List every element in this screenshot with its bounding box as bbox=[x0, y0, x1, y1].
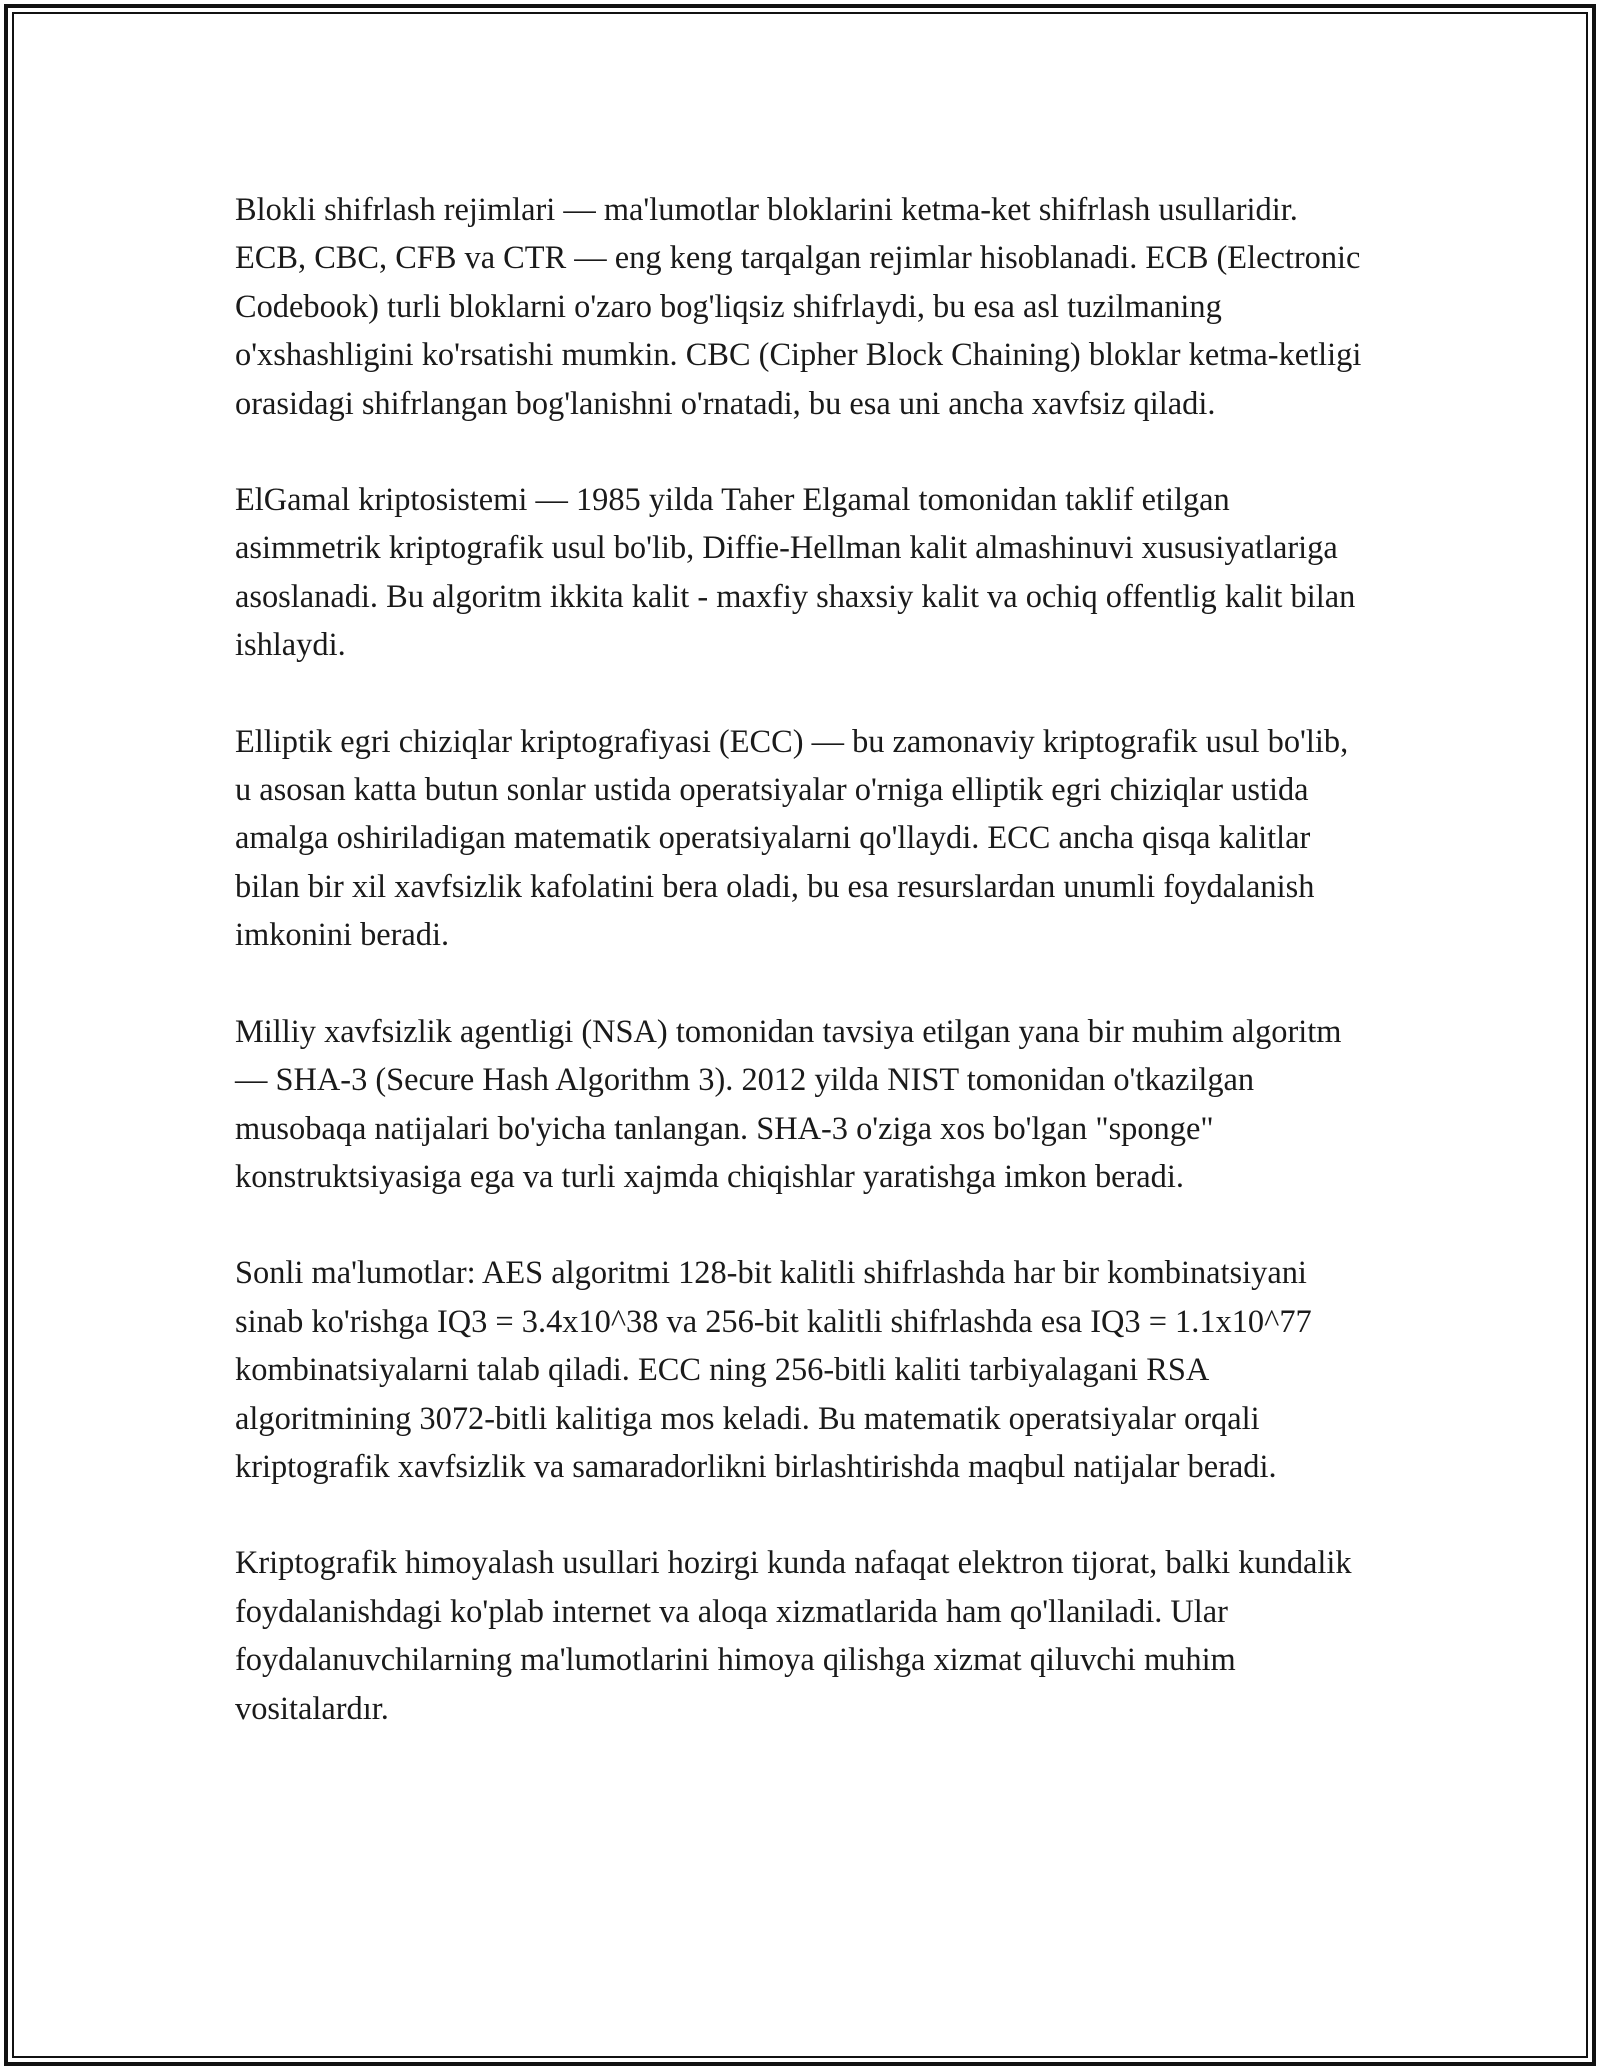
paragraph-protection-methods: Kriptografik himoyalash usullari hozirgi kunda nafaqat elektron tijorat, balki kundalik foydalanishdagi ko'plab internet va aloqa xizmatlarida ham qo'llaniladi. Ular foydalanuvchilarning ma'lumotlarini himoya qilishga xizmat qiluvchi muhim vositalardır. bbox=[235, 1545, 1352, 1727]
paragraph-elgamal: ElGamal kriptosistemi — 1985 yilda Taher Elgamal tomonidan taklif etilgan asimmetrik kriptografik usul bo'lib, Diffie-Hellman kalit almashinuvi xususiyatlariga asoslanadi. Bu algoritm ikkita kalit - maxfiy shaxsiy kalit va ochiq offentlig kalit bilan ishlaydi. bbox=[235, 482, 1356, 664]
paragraph-block-cipher-modes: Blokli shifrlash rejimlari — ma'lumotlar bloklarini ketma-ket shifrlash usullaridir. ECB, CBC, CFB va CTR — eng keng tarqalgan rejimlar hisoblanadi. ECB (Electronic Codebook) turli bloklarni o'zaro bog'liqsiz shifrlaydi, bu esa asl tuzilmaning o'xshashligini ko'rsatishi mumkin. CBC (Cipher Block Chaining) bloklar ketma-ketligi orasidagi shifrlangan bog'lanishni o'rnatadi, bu esa uni ancha xavfsiz qiladi. bbox=[235, 192, 1362, 422]
paragraph-ecc: Elliptik egri chiziqlar kriptografiyasi (ECC) — bu zamonaviy kriptografik usul bo'lib, u asosan katta butun sonlar ustida operatsiyalar o'rniga elliptik egri chiziqlar ustida amalga oshiriladigan matematik operatsiyalarni qo'llaydi. ECC ancha qisqa kalitlar bilan bir xil xavfsizlik kafolatini bera oladi, bu esa resurslardan unumli foydalanish imkonini beradi. bbox=[235, 723, 1349, 954]
document-body bbox=[235, 186, 1365, 1781]
paragraph-numeric-data: Sonli ma'lumotlar: AES algoritmi 128-bit kalitli shifrlashda har bir kombinatsiyani sinab ko'rishga IQ3 = 3.4x10^38 va 256-bit kalitli shifrlashda esa IQ3 = 1.1x10^77 kombinatsiyalarni talab qiladi. ECC ning 256-bitli kaliti tarbiyalagani RSA algoritmining 3072-bitli kalitiga mos keladi. Bu matematik operatsiyalar orqali kriptografik xavfsizlik va samaradorlikni birlashtirishda maqbul natijalar beradi. bbox=[235, 1255, 1312, 1485]
paragraph-sha3: Milliy xavfsizlik agentligi (NSA) tomonidan tavsiya etilgan yana bir muhim algoritm — SHA-3 (Secure Hash Algorithm 3). 2012 yilda NIST tomonidan o'tkazilgan musobaqa natijalari bo'yicha tanlangan. SHA-3 o'ziga xos bo'lgan "sponge" konstruktsiyasiga ega va turli xajmda chiqishlar yaratishga imkon beradi. bbox=[235, 1013, 1342, 1195]
